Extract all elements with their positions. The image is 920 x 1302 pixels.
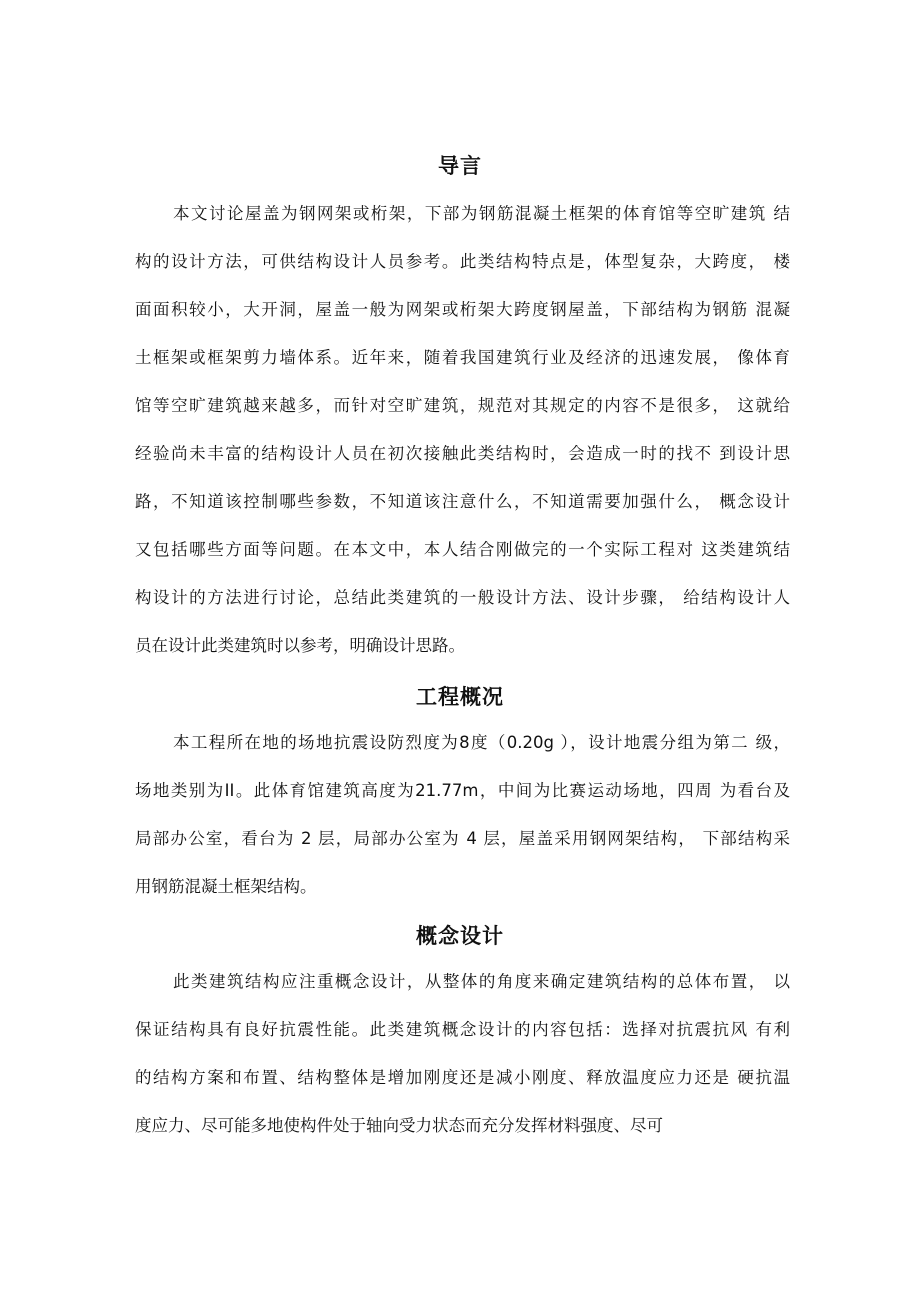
paragraph-line: 馆等空旷建筑越来越多，而针对空旷建筑，规范对其规定的内容不是很多， 这就给 (135, 396, 790, 415)
paragraph-line: 土框架或框架剪力墙体系。近年来，随着我国建筑行业及经济的迅速发展， 像体育 (135, 348, 790, 367)
section-heading-project-overview: 工程概况 (416, 685, 504, 709)
paragraph-line: 本工程所在地的场地抗震设防烈度为8度（0.20g ），设计地震分组为第二 级， (173, 733, 790, 752)
section-body-conceptual-design (135, 958, 790, 1150)
paragraph-line: 路，不知道该控制哪些参数，不知道该注意什么，不知道需要加强什么， 概念设计 (135, 492, 790, 511)
section-heading-conceptual-design: 概念设计 (416, 924, 504, 948)
paragraph-line: 构设计的方法进行讨论，总结此类建筑的一般设计方法、设计步骤， 给结构设计人 (135, 588, 790, 607)
paragraph-line: 用钢筋混凝土框架结构。 (135, 877, 317, 896)
paragraph-line: 此类建筑结构应注重概念设计，从整体的角度来确定建筑结构的总体布置， 以 (173, 972, 790, 991)
paragraph-line: 经验尚未丰富的结构设计人员在初次接触此类结构时，会造成一时的找不 到设计思 (135, 444, 790, 463)
paragraph-line: 面面积较小，大开洞，屋盖一般为网架或桁架大跨度钢屋盖，下部结构为钢筋 混凝 (135, 300, 790, 319)
paragraph-line: 员在设计此类建筑时以参考，明确设计思路。 (135, 636, 465, 655)
section-body-introduction (135, 190, 790, 670)
paragraph-line: 构的设计方法，可供结构设计人员参考。此类结构特点是，体型复杂，大跨度， 楼 (135, 252, 790, 271)
paragraph-line: 本文讨论屋盖为钢网架或桁架，下部为钢筋混凝土框架的体育馆等空旷建筑 结 (173, 204, 790, 223)
section-heading-introduction: 导言 (438, 154, 482, 178)
paragraph-line: 保证结构具有良好抗震性能。此类建筑概念设计的内容包括：选择对抗震抗风 有利 (135, 1020, 790, 1039)
section-body-project-overview (135, 719, 790, 911)
paragraph-line: 局部办公室，看台为 2 层，局部办公室为 4 层，屋盖采用钢网架结构， 下部结构采 (135, 829, 790, 848)
paragraph-line: 场地类别为II。此体育馆建筑高度为21.77m，中间为比赛运动场地，四周 为看台及 (135, 781, 790, 800)
paragraph-line: 度应力、尽可能多地使构件处于轴向受力状态而充分发挥材料强度、尽可 (135, 1116, 663, 1135)
paragraph-line: 又包括哪些方面等问题。在本文中，本人结合刚做完的一个实际工程对 这类建筑结 (135, 540, 790, 559)
paragraph-line: 的结构方案和布置、结构整体是增加刚度还是减小刚度、释放温度应力还是 硬抗温 (135, 1068, 790, 1087)
